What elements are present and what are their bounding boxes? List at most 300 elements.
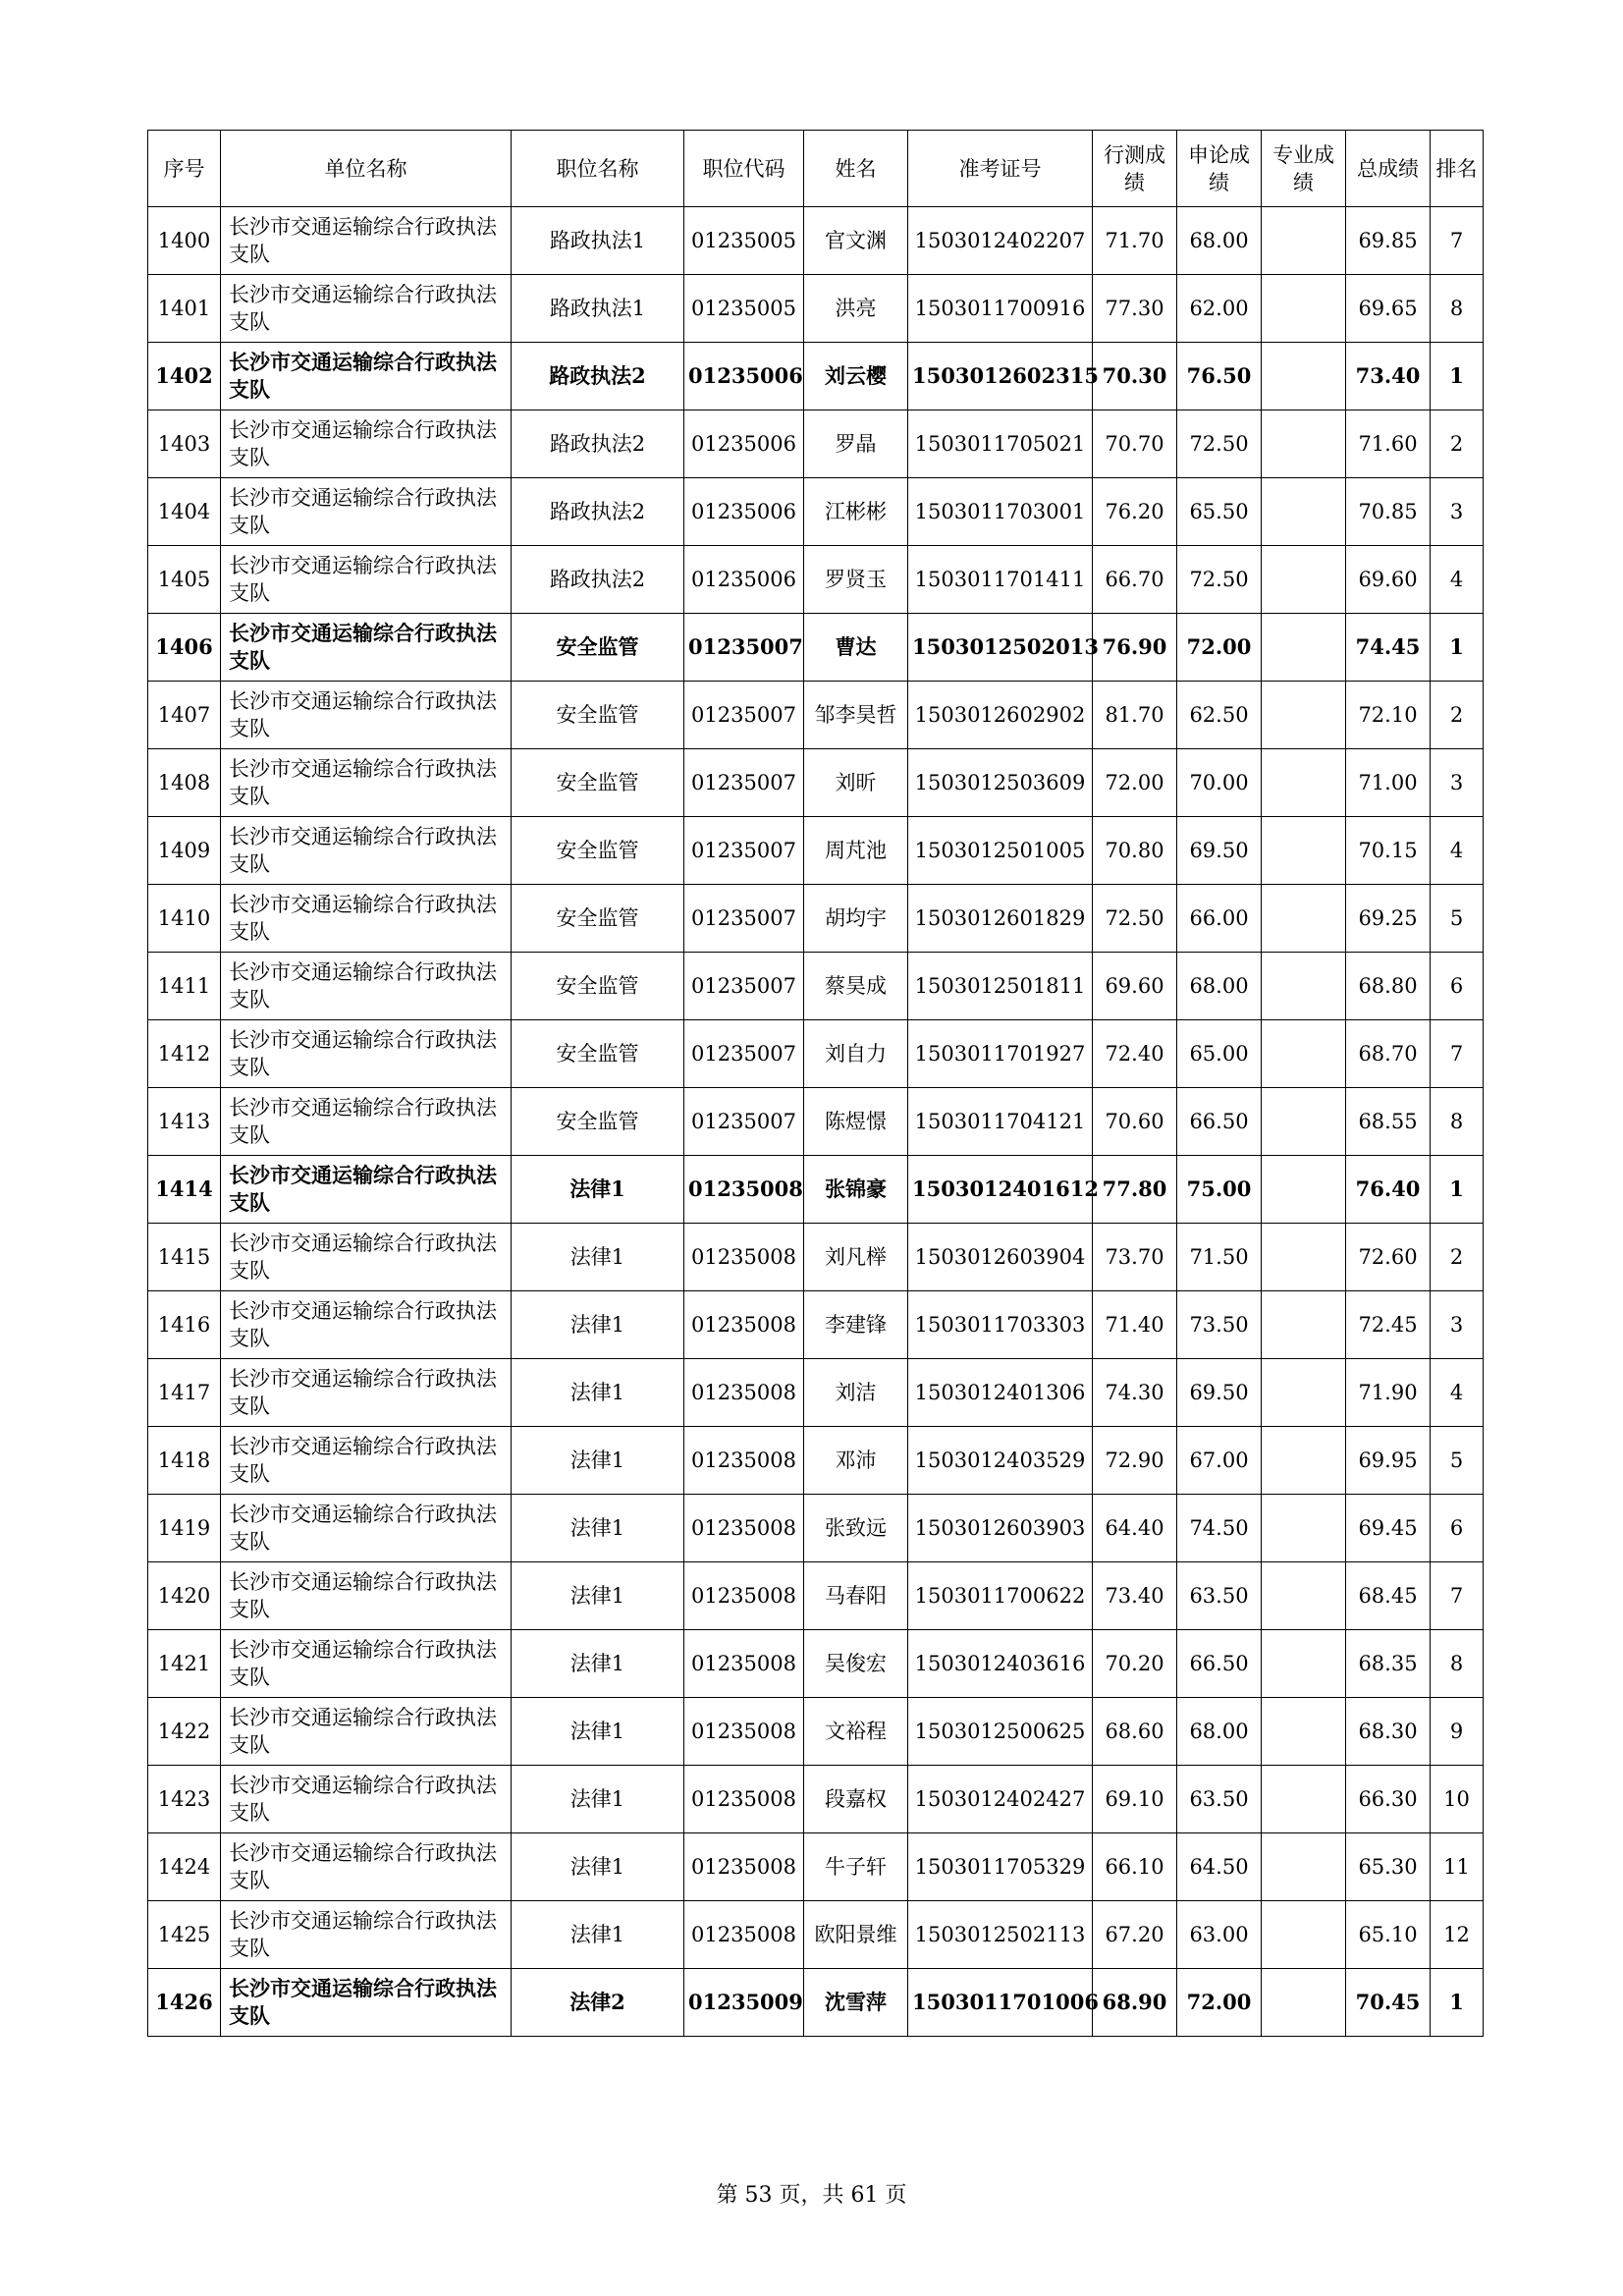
cell-zhuanye [1262,207,1346,275]
table-row [148,1630,1484,1698]
cell-code: 01235005 [684,207,804,275]
cell-position: 法律1 [512,1156,684,1224]
cell-unit: 长沙市交通运输综合行政执法支队 [221,1698,512,1766]
header-rank: 排名 [1431,131,1484,207]
cell-ticket: 1503012500625 [908,1698,1093,1766]
cell-seq: 1420 [148,1562,221,1630]
cell-total: 73.40 [1346,343,1431,410]
header-ticket: 准考证号 [908,131,1093,207]
table-row [148,1562,1484,1630]
header-seq: 序号 [148,131,221,207]
cell-name: 马春阳 [804,1562,908,1630]
cell-position: 法律1 [512,1698,684,1766]
cell-rank: 1 [1431,1969,1484,2037]
cell-code: 01235008 [684,1833,804,1901]
cell-unit: 长沙市交通运输综合行政执法支队 [221,1833,512,1901]
cell-ticket: 1503012502013 [908,614,1093,682]
cell-seq: 1406 [148,614,221,682]
cell-total: 72.10 [1346,682,1431,749]
cell-name: 邓沛 [804,1427,908,1495]
table-row [148,749,1484,817]
table-row [148,1224,1484,1291]
cell-seq: 1400 [148,207,221,275]
cell-name: 刘自力 [804,1020,908,1088]
cell-code: 01235007 [684,953,804,1020]
cell-shenlun: 71.50 [1177,1224,1262,1291]
cell-ticket: 1503011705329 [908,1833,1093,1901]
cell-position: 安全监管 [512,1088,684,1156]
cell-total: 76.40 [1346,1156,1431,1224]
cell-rank: 11 [1431,1833,1484,1901]
cell-unit: 长沙市交通运输综合行政执法支队 [221,1224,512,1291]
cell-shenlun: 72.00 [1177,614,1262,682]
cell-total: 69.85 [1346,207,1431,275]
cell-seq: 1426 [148,1969,221,2037]
cell-unit: 长沙市交通运输综合行政执法支队 [221,343,512,410]
table-row [148,1833,1484,1901]
cell-position: 法律1 [512,1901,684,1969]
cell-ticket: 1503012603904 [908,1224,1093,1291]
table-row [148,1156,1484,1224]
table-row [148,1291,1484,1359]
cell-zhuanye [1262,1156,1346,1224]
cell-position: 路政执法2 [512,546,684,614]
table-row [148,1427,1484,1495]
header-position: 职位名称 [512,131,684,207]
cell-code: 01235008 [684,1495,804,1562]
cell-shenlun: 74.50 [1177,1495,1262,1562]
header-row [148,131,1484,207]
cell-rank: 8 [1431,1088,1484,1156]
cell-zhuanye [1262,1833,1346,1901]
cell-code: 01235007 [684,1020,804,1088]
cell-position: 安全监管 [512,953,684,1020]
table-row [148,1969,1484,2037]
cell-ticket: 1503012501005 [908,817,1093,885]
cell-rank: 2 [1431,682,1484,749]
cell-name: 张锦豪 [804,1156,908,1224]
table-body [148,207,1484,2037]
cell-ticket: 1503012401612 [908,1156,1093,1224]
cell-code: 01235007 [684,885,804,953]
cell-shenlun: 72.00 [1177,1969,1262,2037]
cell-xingce: 70.80 [1093,817,1177,885]
cell-shenlun: 72.50 [1177,546,1262,614]
cell-total: 69.45 [1346,1495,1431,1562]
cell-total: 68.55 [1346,1088,1431,1156]
cell-ticket: 1503011705021 [908,410,1093,478]
cell-xingce: 74.30 [1093,1359,1177,1427]
cell-rank: 5 [1431,885,1484,953]
cell-rank: 3 [1431,478,1484,546]
cell-xingce: 70.70 [1093,410,1177,478]
cell-name: 吴俊宏 [804,1630,908,1698]
cell-code: 01235007 [684,682,804,749]
cell-name: 欧阳景维 [804,1901,908,1969]
cell-name: 刘凡榉 [804,1224,908,1291]
cell-seq: 1402 [148,343,221,410]
cell-seq: 1403 [148,410,221,478]
cell-code: 01235006 [684,478,804,546]
cell-unit: 长沙市交通运输综合行政执法支队 [221,275,512,343]
cell-rank: 12 [1431,1901,1484,1969]
table-row [148,275,1484,343]
cell-code: 01235006 [684,410,804,478]
cell-position: 法律1 [512,1291,684,1359]
cell-zhuanye [1262,478,1346,546]
table-row [148,343,1484,410]
cell-xingce: 70.60 [1093,1088,1177,1156]
cell-total: 72.45 [1346,1291,1431,1359]
table-row [148,1698,1484,1766]
cell-position: 路政执法2 [512,410,684,478]
cell-total: 70.45 [1346,1969,1431,2037]
cell-shenlun: 72.50 [1177,410,1262,478]
cell-zhuanye [1262,749,1346,817]
cell-position: 安全监管 [512,817,684,885]
cell-total: 66.30 [1346,1766,1431,1833]
cell-total: 71.60 [1346,410,1431,478]
cell-position: 路政执法1 [512,207,684,275]
cell-name: 刘云樱 [804,343,908,410]
cell-seq: 1415 [148,1224,221,1291]
cell-zhuanye [1262,1901,1346,1969]
cell-shenlun: 67.00 [1177,1427,1262,1495]
cell-unit: 长沙市交通运输综合行政执法支队 [221,478,512,546]
cell-seq: 1405 [148,546,221,614]
cell-zhuanye [1262,953,1346,1020]
cell-code: 01235006 [684,546,804,614]
cell-rank: 2 [1431,410,1484,478]
cell-code: 01235007 [684,614,804,682]
cell-ticket: 1503012501811 [908,953,1093,1020]
cell-name: 刘洁 [804,1359,908,1427]
cell-ticket: 1503012503609 [908,749,1093,817]
cell-seq: 1425 [148,1901,221,1969]
header-shenlun: 申论成绩 [1177,131,1262,207]
table-row [148,1359,1484,1427]
cell-shenlun: 63.50 [1177,1562,1262,1630]
cell-xingce: 71.40 [1093,1291,1177,1359]
cell-total: 69.60 [1346,546,1431,614]
cell-seq: 1408 [148,749,221,817]
cell-shenlun: 73.50 [1177,1291,1262,1359]
cell-xingce: 76.90 [1093,614,1177,682]
cell-total: 70.85 [1346,478,1431,546]
cell-zhuanye [1262,343,1346,410]
cell-rank: 3 [1431,749,1484,817]
table-row [148,817,1484,885]
page-footer: 第 53 页，共 61 页 [716,2183,907,2208]
cell-seq: 1421 [148,1630,221,1698]
cell-name: 张致远 [804,1495,908,1562]
cell-xingce: 70.20 [1093,1630,1177,1698]
cell-shenlun: 76.50 [1177,343,1262,410]
cell-xingce: 71.70 [1093,207,1177,275]
cell-xingce: 72.90 [1093,1427,1177,1495]
cell-name: 牛子轩 [804,1833,908,1901]
cell-rank: 3 [1431,1291,1484,1359]
cell-shenlun: 66.50 [1177,1088,1262,1156]
cell-code: 01235006 [684,343,804,410]
cell-total: 69.65 [1346,275,1431,343]
cell-rank: 2 [1431,1224,1484,1291]
cell-unit: 长沙市交通运输综合行政执法支队 [221,1630,512,1698]
cell-seq: 1411 [148,953,221,1020]
cell-zhuanye [1262,275,1346,343]
cell-position: 安全监管 [512,614,684,682]
cell-seq: 1423 [148,1766,221,1833]
header-zhuanye: 专业成绩 [1262,131,1346,207]
cell-unit: 长沙市交通运输综合行政执法支队 [221,817,512,885]
cell-unit: 长沙市交通运输综合行政执法支队 [221,1969,512,2037]
cell-rank: 5 [1431,1427,1484,1495]
table-row [148,1088,1484,1156]
cell-xingce: 73.70 [1093,1224,1177,1291]
cell-unit: 长沙市交通运输综合行政执法支队 [221,1901,512,1969]
cell-total: 71.90 [1346,1359,1431,1427]
cell-unit: 长沙市交通运输综合行政执法支队 [221,1020,512,1088]
cell-zhuanye [1262,1427,1346,1495]
cell-xingce: 73.40 [1093,1562,1177,1630]
cell-seq: 1416 [148,1291,221,1359]
cell-rank: 9 [1431,1698,1484,1766]
table-row [148,1766,1484,1833]
cell-rank: 4 [1431,817,1484,885]
table-row [148,1020,1484,1088]
cell-zhuanye [1262,1969,1346,2037]
cell-position: 法律1 [512,1562,684,1630]
cell-unit: 长沙市交通运输综合行政执法支队 [221,1427,512,1495]
cell-name: 蔡昊成 [804,953,908,1020]
score-table [147,130,1484,2037]
cell-name: 李建锋 [804,1291,908,1359]
cell-zhuanye [1262,1291,1346,1359]
cell-zhuanye [1262,1766,1346,1833]
cell-unit: 长沙市交通运输综合行政执法支队 [221,1562,512,1630]
cell-position: 法律1 [512,1630,684,1698]
cell-total: 65.30 [1346,1833,1431,1901]
cell-seq: 1410 [148,885,221,953]
cell-rank: 7 [1431,1020,1484,1088]
cell-position: 安全监管 [512,749,684,817]
cell-zhuanye [1262,1495,1346,1562]
cell-name: 周芃池 [804,817,908,885]
cell-xingce: 81.70 [1093,682,1177,749]
cell-unit: 长沙市交通运输综合行政执法支队 [221,1156,512,1224]
cell-shenlun: 63.00 [1177,1901,1262,1969]
cell-position: 法律2 [512,1969,684,2037]
cell-rank: 6 [1431,953,1484,1020]
cell-xingce: 72.40 [1093,1020,1177,1088]
table-row [148,885,1484,953]
cell-shenlun: 66.50 [1177,1630,1262,1698]
cell-ticket: 1503011704121 [908,1088,1093,1156]
cell-seq: 1413 [148,1088,221,1156]
cell-xingce: 69.60 [1093,953,1177,1020]
cell-xingce: 77.80 [1093,1156,1177,1224]
cell-total: 69.25 [1346,885,1431,953]
cell-position: 法律1 [512,1224,684,1291]
cell-total: 72.60 [1346,1224,1431,1291]
cell-code: 01235008 [684,1224,804,1291]
cell-shenlun: 70.00 [1177,749,1262,817]
cell-rank: 7 [1431,1562,1484,1630]
cell-ticket: 1503011700622 [908,1562,1093,1630]
cell-code: 01235008 [684,1630,804,1698]
cell-unit: 长沙市交通运输综合行政执法支队 [221,614,512,682]
cell-shenlun: 69.50 [1177,817,1262,885]
cell-rank: 4 [1431,1359,1484,1427]
cell-position: 法律1 [512,1427,684,1495]
header-name: 姓名 [804,131,908,207]
cell-position: 路政执法1 [512,275,684,343]
cell-code: 01235008 [684,1766,804,1833]
cell-unit: 长沙市交通运输综合行政执法支队 [221,207,512,275]
cell-zhuanye [1262,410,1346,478]
cell-xingce: 64.40 [1093,1495,1177,1562]
cell-seq: 1417 [148,1359,221,1427]
cell-code: 01235007 [684,749,804,817]
cell-name: 罗晶 [804,410,908,478]
cell-rank: 8 [1431,275,1484,343]
cell-shenlun: 66.00 [1177,885,1262,953]
cell-ticket: 1503012602315 [908,343,1093,410]
cell-unit: 长沙市交通运输综合行政执法支队 [221,1766,512,1833]
cell-zhuanye [1262,885,1346,953]
cell-seq: 1401 [148,275,221,343]
cell-shenlun: 68.00 [1177,953,1262,1020]
cell-position: 安全监管 [512,885,684,953]
cell-position: 法律1 [512,1359,684,1427]
cell-zhuanye [1262,546,1346,614]
cell-zhuanye [1262,1088,1346,1156]
cell-ticket: 1503012602902 [908,682,1093,749]
cell-ticket: 1503011703001 [908,478,1093,546]
table-row [148,682,1484,749]
cell-position: 路政执法2 [512,478,684,546]
cell-shenlun: 75.00 [1177,1156,1262,1224]
cell-code: 01235008 [684,1562,804,1630]
cell-seq: 1418 [148,1427,221,1495]
cell-seq: 1404 [148,478,221,546]
cell-rank: 8 [1431,1630,1484,1698]
cell-unit: 长沙市交通运输综合行政执法支队 [221,1495,512,1562]
cell-name: 沈雪萍 [804,1969,908,2037]
cell-position: 法律1 [512,1833,684,1901]
cell-seq: 1414 [148,1156,221,1224]
cell-zhuanye [1262,614,1346,682]
cell-code: 01235008 [684,1359,804,1427]
cell-name: 刘昕 [804,749,908,817]
cell-ticket: 1503012402207 [908,207,1093,275]
cell-xingce: 68.90 [1093,1969,1177,2037]
cell-ticket: 1503011701411 [908,546,1093,614]
cell-seq: 1409 [148,817,221,885]
cell-seq: 1424 [148,1833,221,1901]
cell-xingce: 77.30 [1093,275,1177,343]
cell-name: 文裕程 [804,1698,908,1766]
cell-name: 罗贤玉 [804,546,908,614]
table-row [148,546,1484,614]
cell-total: 68.30 [1346,1698,1431,1766]
cell-code: 01235008 [684,1901,804,1969]
cell-shenlun: 68.00 [1177,1698,1262,1766]
table-row [148,953,1484,1020]
cell-total: 74.45 [1346,614,1431,682]
cell-unit: 长沙市交通运输综合行政执法支队 [221,1359,512,1427]
cell-xingce: 70.30 [1093,343,1177,410]
cell-code: 01235009 [684,1969,804,2037]
cell-code: 01235008 [684,1698,804,1766]
cell-ticket: 1503012401306 [908,1359,1093,1427]
cell-total: 68.45 [1346,1562,1431,1630]
cell-zhuanye [1262,1698,1346,1766]
table-row [148,1495,1484,1562]
cell-unit: 长沙市交通运输综合行政执法支队 [221,682,512,749]
cell-unit: 长沙市交通运输综合行政执法支队 [221,1291,512,1359]
cell-name: 官文渊 [804,207,908,275]
cell-total: 71.00 [1346,749,1431,817]
cell-xingce: 66.70 [1093,546,1177,614]
cell-shenlun: 63.50 [1177,1766,1262,1833]
cell-position: 法律1 [512,1495,684,1562]
header-code: 职位代码 [684,131,804,207]
cell-unit: 长沙市交通运输综合行政执法支队 [221,1088,512,1156]
cell-position: 安全监管 [512,1020,684,1088]
cell-rank: 6 [1431,1495,1484,1562]
cell-ticket: 1503011701006 [908,1969,1093,2037]
cell-ticket: 1503012502113 [908,1901,1093,1969]
cell-seq: 1412 [148,1020,221,1088]
cell-ticket: 1503012601829 [908,885,1093,953]
cell-code: 01235008 [684,1156,804,1224]
cell-zhuanye [1262,1630,1346,1698]
cell-shenlun: 69.50 [1177,1359,1262,1427]
cell-code: 01235008 [684,1291,804,1359]
cell-total: 68.80 [1346,953,1431,1020]
cell-ticket: 1503012403529 [908,1427,1093,1495]
cell-name: 曹达 [804,614,908,682]
cell-zhuanye [1262,1359,1346,1427]
cell-shenlun: 64.50 [1177,1833,1262,1901]
cell-code: 01235007 [684,817,804,885]
cell-name: 邹李昊哲 [804,682,908,749]
cell-rank: 10 [1431,1766,1484,1833]
table-header [148,131,1484,207]
cell-name: 陈煜憬 [804,1088,908,1156]
cell-xingce: 68.60 [1093,1698,1177,1766]
cell-unit: 长沙市交通运输综合行政执法支队 [221,749,512,817]
cell-xingce: 72.00 [1093,749,1177,817]
cell-total: 68.70 [1346,1020,1431,1088]
header-unit: 单位名称 [221,131,512,207]
cell-ticket: 1503011700916 [908,275,1093,343]
cell-zhuanye [1262,1562,1346,1630]
cell-shenlun: 62.50 [1177,682,1262,749]
cell-xingce: 66.10 [1093,1833,1177,1901]
cell-name: 江彬彬 [804,478,908,546]
cell-unit: 长沙市交通运输综合行政执法支队 [221,885,512,953]
cell-total: 68.35 [1346,1630,1431,1698]
cell-rank: 7 [1431,207,1484,275]
cell-xingce: 67.20 [1093,1901,1177,1969]
cell-shenlun: 68.00 [1177,207,1262,275]
cell-name: 洪亮 [804,275,908,343]
table-row [148,410,1484,478]
cell-ticket: 1503012403616 [908,1630,1093,1698]
cell-ticket: 1503012603903 [908,1495,1093,1562]
